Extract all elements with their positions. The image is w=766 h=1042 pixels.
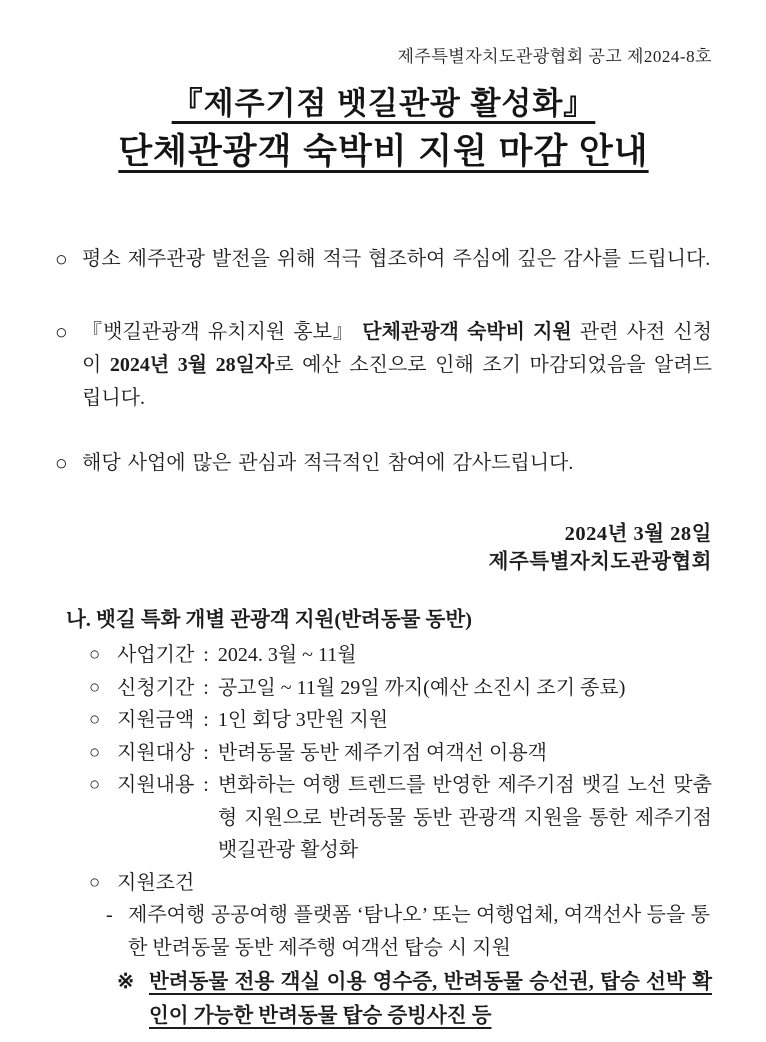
paragraph-greeting-text: 평소 제주관광 발전을 위해 적극 협조하여 주심에 깊은 감사를 드립니다. xyxy=(82,248,711,270)
signature-block xyxy=(55,520,712,576)
document-title-line2: 단체관광객 숙박비 지원 마감 안내 xyxy=(118,132,649,171)
item-value: 공고일 ~ 11월 29일 까지(예산 소진시 조기 종료) xyxy=(217,676,626,699)
closure-program-name: 단체관광객 숙박비 지원 xyxy=(362,321,572,343)
item-label: 지원대상 xyxy=(117,741,195,764)
item-separator: : xyxy=(203,676,209,699)
condition-detail xyxy=(55,899,712,965)
item-label: 신청기간 xyxy=(117,676,195,699)
paragraph-closure-notice-text xyxy=(82,316,712,415)
item-business-period xyxy=(55,639,712,672)
dash-bullet-icon: - xyxy=(106,904,113,926)
paragraph-thanks xyxy=(55,447,712,480)
item-label: 지원조건 xyxy=(117,871,195,894)
document-title xyxy=(55,83,712,175)
circle-bullet-icon: ○ xyxy=(55,320,68,344)
item-separator: : xyxy=(203,709,209,731)
closure-post: 로 예산 소진으로 인해 조기 마감되었음을 알려드립니다. xyxy=(82,354,712,409)
notice-number: 제주특별자치도관광협회 공고 제2024-8호 xyxy=(397,47,712,66)
item-separator: : xyxy=(203,644,209,666)
item-value: 반려동물 동반 제주기점 여객선 이용객 xyxy=(217,741,547,764)
item-support-target xyxy=(55,737,712,770)
closure-date: 2024년 3월 28일자 xyxy=(109,354,275,376)
circle-bullet-icon: ○ xyxy=(89,677,101,698)
item-value: 변화하는 여행 트렌드를 반영한 제주기점 뱃길 노선 맞춤형 지원으로 반려동물 동반 관광객 지원을 통한 제주기점 뱃길관광 활성화 xyxy=(217,774,712,861)
condition-note xyxy=(55,965,712,1033)
circle-bullet-icon: ○ xyxy=(89,775,101,795)
item-label: 사업기간 xyxy=(117,644,195,666)
item-application-period xyxy=(55,672,712,705)
item-support-content xyxy=(55,769,712,867)
closure-mid: 관련 사전 신청이 xyxy=(82,321,713,376)
paragraph-thanks-text: 해당 사업에 많은 관심과 적극적인 참여에 감사드립니다. xyxy=(82,452,574,474)
signature-date: 2024년 3월 28일 xyxy=(564,523,712,545)
item-label: 지원금액 xyxy=(117,709,195,731)
circle-bullet-icon: ○ xyxy=(89,645,101,665)
closure-pre: 『뱃길관광객 유치지원 홍보』 xyxy=(82,321,363,343)
document-title-line1: 『제주기점 뱃길관광 활성화』 xyxy=(171,86,596,121)
item-separator: : xyxy=(203,774,209,796)
condition-detail-text: 제주여행 공공여행 플랫폼 ‘탐나오’ 또는 여행업체, 여객선사 등을 통한 반려동물 동반 제주행 여객선 탑승 시 지원 xyxy=(128,904,710,959)
signature-organization: 제주특별자치도관광협회 xyxy=(488,551,712,573)
item-label: 지원내용 xyxy=(117,774,195,796)
circle-bullet-icon: ○ xyxy=(55,247,68,271)
item-separator: : xyxy=(203,741,209,764)
item-support-condition xyxy=(55,867,712,900)
document-title-row2 xyxy=(55,129,712,175)
circle-bullet-icon: ○ xyxy=(89,710,101,730)
section-heading: 나. 뱃길 특화 개별 관광객 지원(반려동물 동반) xyxy=(66,609,472,631)
item-value: 1인 회당 3만원 지원 xyxy=(217,709,389,731)
program-item-list xyxy=(55,639,712,1033)
circle-bullet-icon: ○ xyxy=(89,872,101,893)
document-title-row1 xyxy=(55,83,712,125)
item-value: 2024. 3월 ~ 11월 xyxy=(217,644,357,666)
circle-bullet-icon: ○ xyxy=(55,451,68,475)
condition-note-text: 반려동물 전용 객실 이용 영수증, 반려동물 승선권, 탑승 선박 확인이 가능한 반려동물 탑승 증빙사진 등 xyxy=(149,971,712,1027)
reference-mark-icon: ※ xyxy=(117,971,135,993)
circle-bullet-icon: ○ xyxy=(89,742,101,763)
item-support-amount xyxy=(55,704,712,737)
paragraph-closure-notice xyxy=(55,316,712,415)
paragraph-greeting xyxy=(55,243,712,276)
